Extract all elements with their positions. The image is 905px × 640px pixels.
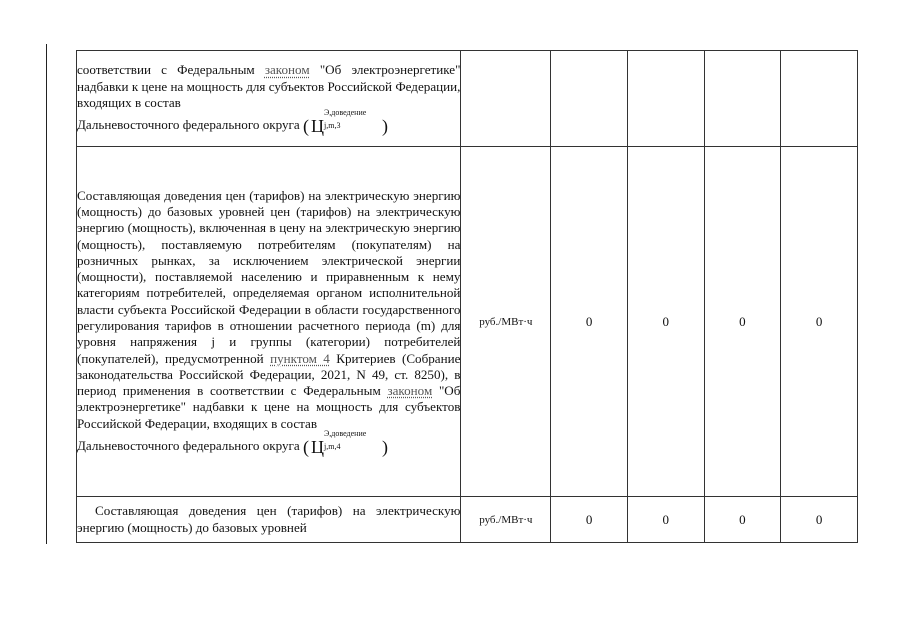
- formula-scripts: [324, 108, 382, 133]
- row-description: [77, 497, 461, 543]
- unit-cell: руб./МВт·ч: [461, 147, 551, 497]
- law-link[interactable]: законом: [387, 383, 433, 399]
- table-row: [77, 497, 858, 543]
- value-cell: 0: [781, 147, 858, 497]
- table-row: [77, 51, 858, 147]
- description-text: "Об электроэнергетике" надбавки к цене на мощность для субъектов Российской Федерации, входящих в состав: [77, 62, 461, 110]
- value-cell: [704, 51, 781, 147]
- formula-paren: ): [382, 116, 389, 137]
- formula-symbol: Ц: [311, 116, 325, 137]
- description-text: соответствии с Федеральным: [77, 62, 265, 78]
- clause-link[interactable]: пунктом 4: [270, 350, 330, 366]
- unit-cell: руб./МВт·ч: [461, 497, 551, 543]
- table-row: [77, 147, 858, 497]
- value-cell: 0: [627, 497, 704, 543]
- value-cell: 0: [627, 147, 704, 497]
- formula-paren: ): [382, 437, 389, 458]
- formula-superscript: Э,доведение: [324, 108, 367, 118]
- value-cell: 0: [551, 497, 628, 543]
- law-link[interactable]: законом: [264, 62, 310, 78]
- row-description: [77, 147, 461, 497]
- formula-subscript: j,m,3: [324, 121, 341, 131]
- description-text: Составляющая доведения цен (тарифов) на электрическую энергию (мощность) до базовых уровней цен (тарифов) на электрическую энергию (мощность), включенная в цену на электрическую энергию (мощность), поставляемую потребителям (покупателям) на розничных рынках, за исключением электрической энергии (мощности), поставляемой населению и приравненным к нему категориям потребителей, определяемая органом исполнительной власти субъекта Российской Федерации в области государственного регулирования тарифов в отношении расчетного периода (m) для уровня напряжения j и группы (категории) потребителей (покупателей), предусмотренной: [77, 187, 461, 366]
- formula-superscript: Э,доведение: [324, 429, 367, 439]
- formula-symbol: Ц: [311, 437, 325, 458]
- value-cell: 0: [781, 497, 858, 543]
- value-cell: [551, 51, 628, 147]
- description-text: Составляющая доведения цен (тарифов) на электрическую энергию (мощность) до базовых уровней: [77, 503, 461, 535]
- formula-paren: (: [303, 437, 310, 458]
- value-cell: 0: [704, 147, 781, 497]
- unit-cell: [461, 51, 551, 147]
- page-margin-line: [46, 44, 47, 544]
- description-text: Критериев (Собрание законодательства Российской Федерации, 2021, N 49, ст. 8250), в период применения в соответствии с Федеральным: [77, 350, 461, 399]
- tariff-table: [76, 50, 858, 543]
- final-line-text: Дальневосточного федерального округа: [77, 117, 300, 133]
- value-cell: [781, 51, 858, 147]
- row-description: [77, 51, 461, 147]
- final-line-text: Дальневосточного федерального округа: [77, 438, 300, 454]
- description-text: "Об электроэнергетике" надбавки к цене на мощность для субъектов Российской Федерации, входящих в состав: [77, 383, 461, 431]
- value-cell: 0: [551, 147, 628, 497]
- description-final-line: [77, 108, 460, 137]
- description-final-line: [77, 429, 460, 458]
- formula-paren: (: [303, 116, 310, 137]
- value-cell: 0: [704, 497, 781, 543]
- formula-scripts: [324, 429, 382, 454]
- formula-subscript: j,m,4: [324, 442, 341, 452]
- value-cell: [627, 51, 704, 147]
